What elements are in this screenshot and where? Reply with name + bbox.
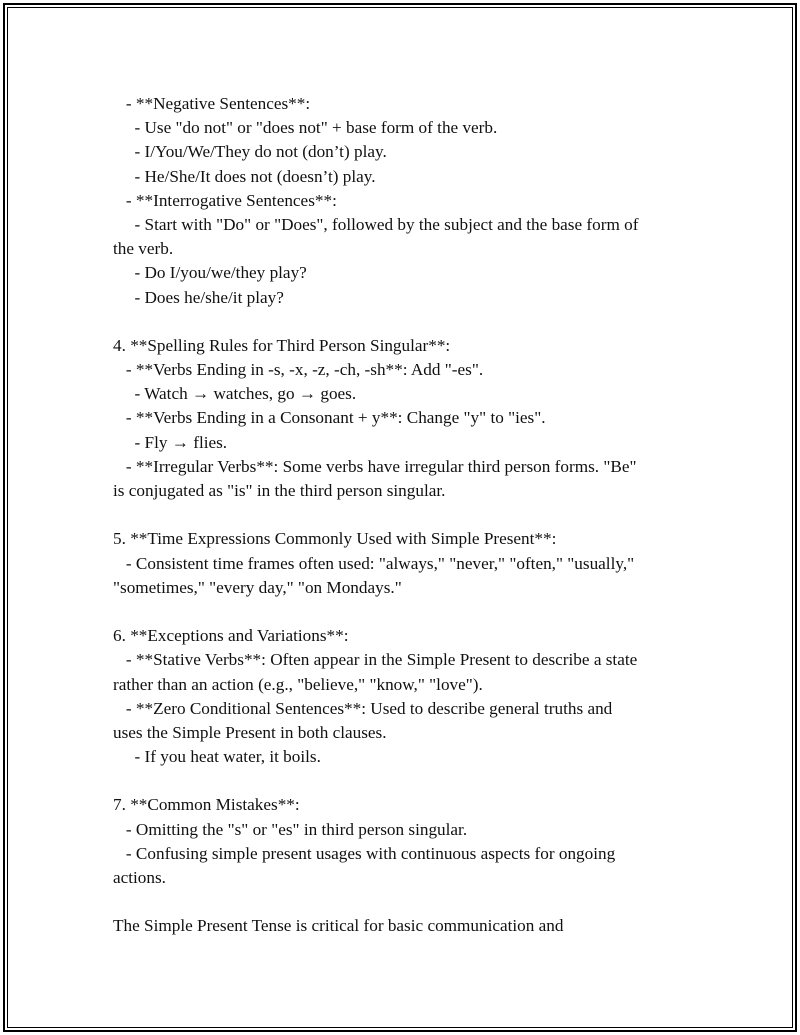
text-line: is conjugated as "is" in the third person singular. [113,481,446,500]
blank-line [113,890,693,914]
text-line: uses the Simple Present in both clauses. [113,722,387,742]
blank-line [113,769,693,793]
text-line: - Fly → flies. [113,432,228,452]
text-line: - He/She/It does not (doesn’t) play. [113,166,376,186]
text-line: - Consistent time frames often used: "always," "never," "often," "usually," [113,553,635,573]
text-line: - **Negative Sentences**: [113,94,311,113]
blank-line [113,310,693,334]
text-line: - **Irregular Verbs**: Some verbs have irregular third person forms. "Be" [113,456,637,476]
text-line: - Confusing simple present usages with continuous aspects for ongoing [113,843,616,863]
blank-line [113,503,693,527]
text-line: the verb. [113,239,174,259]
text-line: - Does he/she/it play? [113,287,284,307]
text-line: - **Verbs Ending in a Consonant + y**: Change "y" to "ies". [113,408,546,428]
section-heading: 5. **Time Expressions Commonly Used with Simple Present**: [113,529,557,549]
section-heading: 6. **Exceptions and Variations**: [113,626,349,646]
text-line: The Simple Present Tense is critical for basic communication and [113,916,564,936]
text-line: - **Zero Conditional Sentences**: Used to describe general truths and [113,698,613,718]
text-line: - Use "do not" or "does not" + base form of the verb. [113,118,498,138]
text-line: - I/You/We/They do not (don’t) play. [113,142,387,162]
text-line: - **Stative Verbs**: Often appear in the Simple Present to describe a state [113,650,638,670]
document-body [113,92,693,939]
text-line: rather than an action (e.g., "believe," "know," "love"). [113,674,483,694]
text-line: - Do I/you/we/they play? [113,263,307,283]
text-line: - Start with "Do" or "Does", followed by the subject and the base form of [113,214,639,234]
text-line: - **Verbs Ending in -s, -x, -z, -ch, -sh**: Add "-es". [113,360,484,380]
section-heading: 7. **Common Mistakes**: [113,795,300,815]
section-heading: 4. **Spelling Rules for Third Person Singular**: [113,335,451,355]
text-line: - If you heat water, it boils. [113,747,321,767]
blank-line [113,600,693,624]
text-line: - **Interrogative Sentences**: [113,190,337,210]
text-line: - Watch → watches, go → goes. [113,384,357,404]
text-line: - Omitting the "s" or "es" in third person singular. [113,819,468,839]
text-line: "sometimes," "every day," "on Mondays." [113,577,402,597]
text-line: actions. [113,868,166,887]
